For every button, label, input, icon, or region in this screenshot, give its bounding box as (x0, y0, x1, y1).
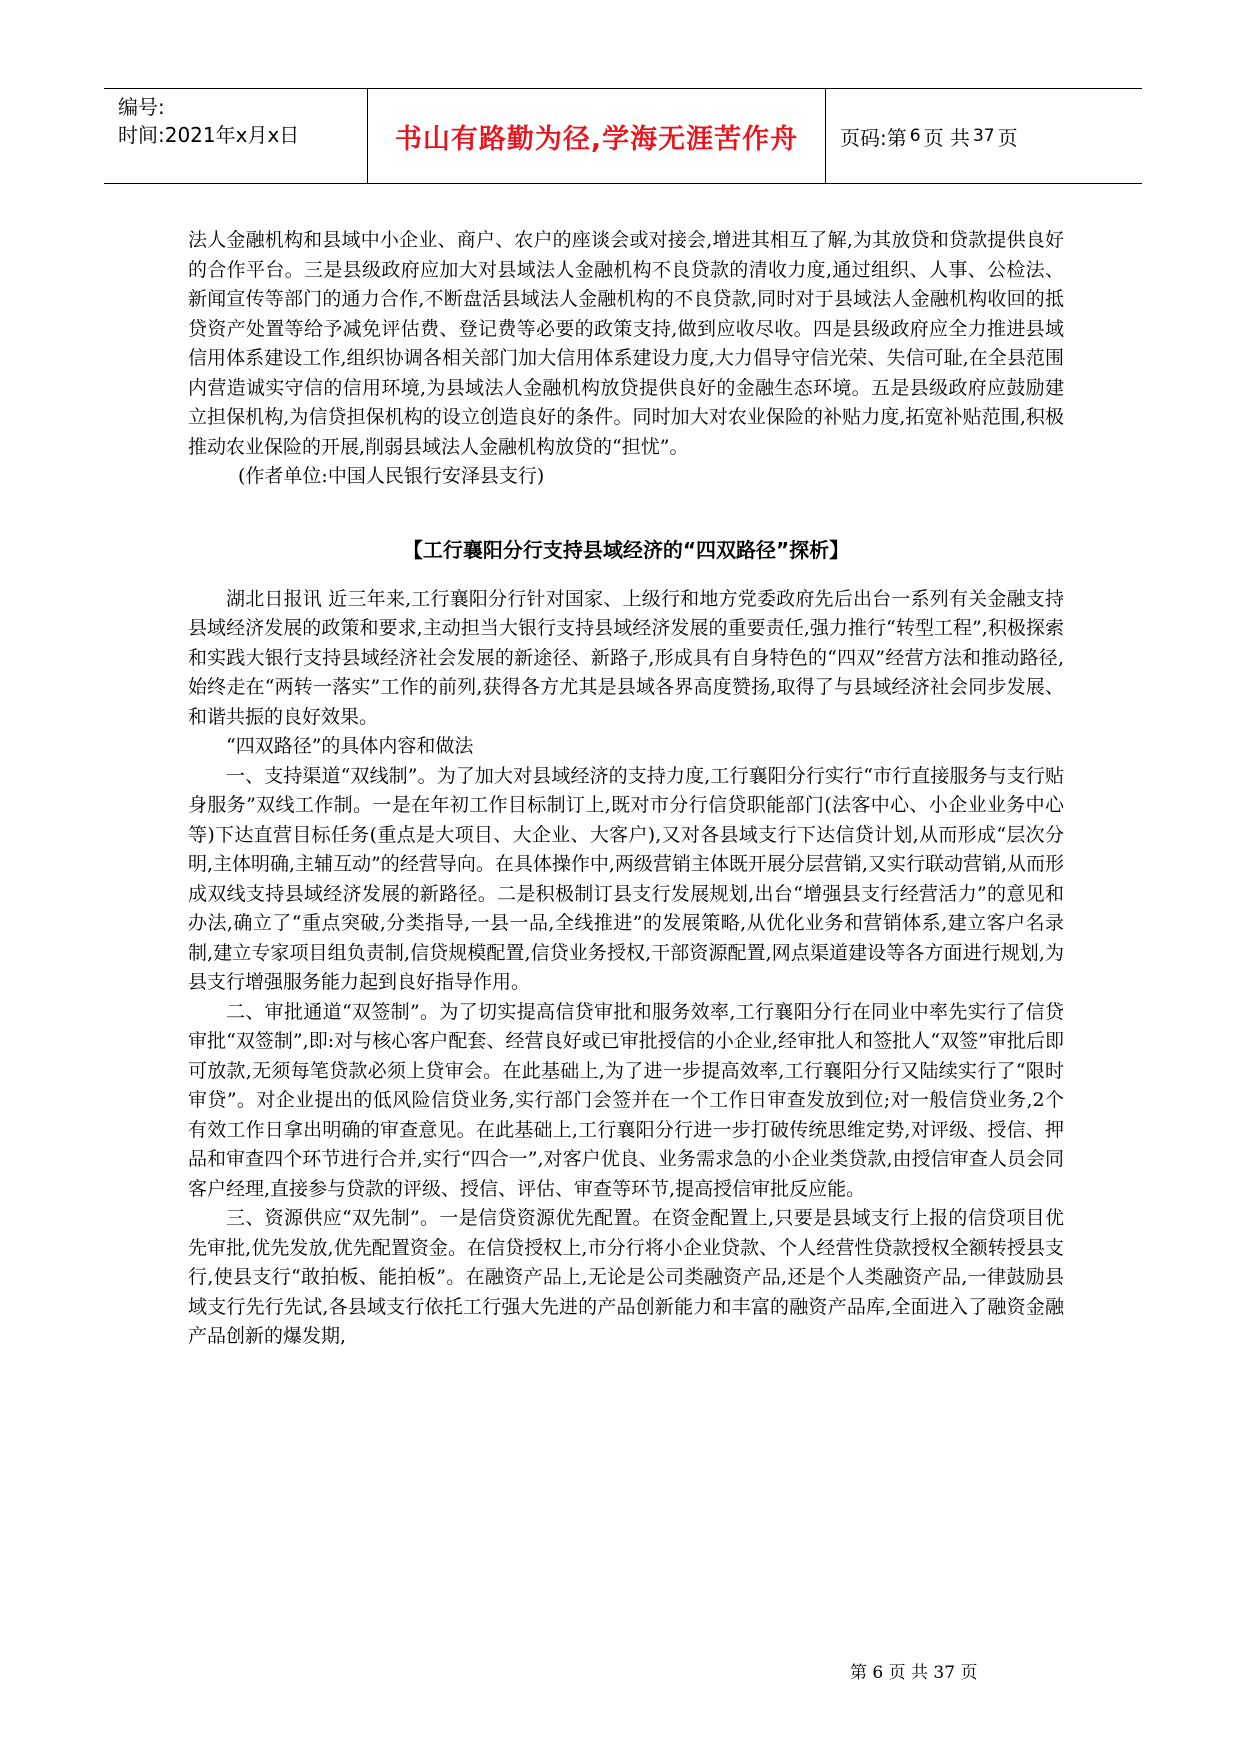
page-header (104, 88, 1142, 184)
paragraph-subtitle: “四双路径”的具体内容和做法 (226, 735, 474, 757)
section-heading: 【工行襄阳分行支持县域经济的“四双路径”探析】 (402, 537, 850, 562)
page-prefix: 页码:第 (840, 125, 907, 150)
paragraph-one: 一、支持渠道“双线制”。为了加大对县域经济的支持力度,工行襄阳分行实行“市行直接服务与支行贴身服务”双线工作制。一是在年初工作目标制订上,既对市分行信贷职能部门(法客中心、小企业业务中心等)下达直营目标任务(重点是大项目、大企业、大客户),又对各县域支行下达信贷计划,从而形成“层次分明,主体明确,主辅互动”的经营导向。在具体操作中,两级营销主体既开展分层营销,又实行联动营销,从而形成双线支持县域经济发展的新路径。二是积极制订县支行发展规划,出台“增强县支行经营活力”的意见和办法,确立了“重点突破,分类指导,一县一品,全线推进”的发展策略,从优化业务和营销体系,建立客户名录制,建立专家项目组负责制,信贷规模配置,信贷业务授权,干部资源配置,网点渠道建设等各方面进行规划,为县支行增强服务能力起到良好指导作用。 (188, 764, 1064, 993)
header-meta (104, 89, 368, 183)
document-time-label: 时间:2021年x月x日 (118, 123, 300, 147)
header-motto: 书山有路勤为径,学海无涯苦作舟 (394, 123, 799, 155)
header-motto-cell (368, 89, 826, 183)
document-body (188, 226, 1064, 1352)
page-number: 6 (909, 126, 921, 146)
page-footer: 第 6 页 共 37 页 (850, 1663, 978, 1683)
page-suffix: 页 (997, 125, 1018, 150)
paragraph-intro: 湖北日报讯 近三年来,工行襄阳分行针对国家、上级行和地方党委政府先后出台一系列有关金融支持县域经济发展的政策和要求,主动担当大银行支持县域经济发展的重要责任,强力推行“转型工程”,积极探索和实践大银行支持县域经济社会发展的新途径、新路子,形成具有自身特色的“四双”经营方法和推动路径,始终走在“两转一落实”工作的前列,获得各方尤其是县域各界高度赞扬,取得了与县域经济社会同步发展、和谐共振的良好效果。 (188, 587, 1064, 728)
paragraph-two: 二、审批通道“双签制”。为了切实提高信贷审批和服务效率,工行襄阳分行在同业中率先实行了信贷审批“双签制”,即:对与核心客户配套、经营良好或已审批授信的小企业,经审批人和签批人“双签”审批后即可放款,无须每笔贷款必须上贷审会。在此基础上,为了进一步提高效率,工行襄阳分行又陆续实行了“限时审贷”。对企业提出的低风险信贷业务,实行部门会签并在一个工作日审查发放到位;对一般信贷业务,2个有效工作日拿出明确的审查意见。在此基础上,工行襄阳分行进一步打破传统思维定势,对评级、授信、押品和审查四个环节进行合并,实行“四合一”,对客户优良、业务需求急的小企业类贷款,由授信审查人员会同客户经理,直接参与贷款的评级、授信、评估、审查等环节,提高授信审批反应能。 (188, 1000, 1064, 1200)
page-total: 37 (972, 126, 995, 146)
author-affiliation: (作者单位:中国人民银行安泽县支行) (238, 465, 545, 487)
paragraph-three: 三、资源供应“双先制”。一是信贷资源优先配置。在资金配置上,只要是县域支行上报的信贷项目优先审批,优先发放,优先配置资金。在信贷授权上,市分行将小企业贷款、个人经营性贷款授权全额转授县支行,使县支行“敢拍板、能拍板”。在融资产品上,无论是公司类融资产品,还是个人类融资产品,一律鼓励县域支行先行先试,各县域支行依托工行强大先进的产品创新能力和丰富的融资产品库,全面进入了融资金融产品创新的爆发期, (188, 1207, 1064, 1347)
header-page-info (826, 89, 1142, 183)
page-mid: 页 共 (923, 125, 970, 150)
document-number-label: 编号: (118, 95, 165, 119)
paragraph-continuation: 法人金融机构和县域中小企业、商户、农户的座谈会或对接会,增进其相互了解,为其放贷和贷款提供良好的合作平台。三是县级政府应加大对县域法人金融机构不良贷款的清收力度,通过组织、人事、公检法、新闻宣传等部门的通力合作,不断盘活县域法人金融机构的不良贷款,同时对于县域法人金融机构收回的抵贷资产处置等给予减免评估费、登记费等必要的政策支持,做到应收尽收。四是县级政府应全力推进县域信用体系建设工作,组织协调各相关部门加大信用体系建设力度,大力倡导守信光荣、失信可耻,在全县范围内营造诚实守信的信用环境,为县域法人金融机构放贷提供良好的金融生态环境。五是县级政府应鼓励建立担保机构,为信贷担保机构的设立创造良好的条件。同时加大对农业保险的补贴力度,拓宽补贴范围,积极推动农业保险的开展,削弱县域法人金融机构放贷的“担忧”。 (188, 229, 1064, 458)
